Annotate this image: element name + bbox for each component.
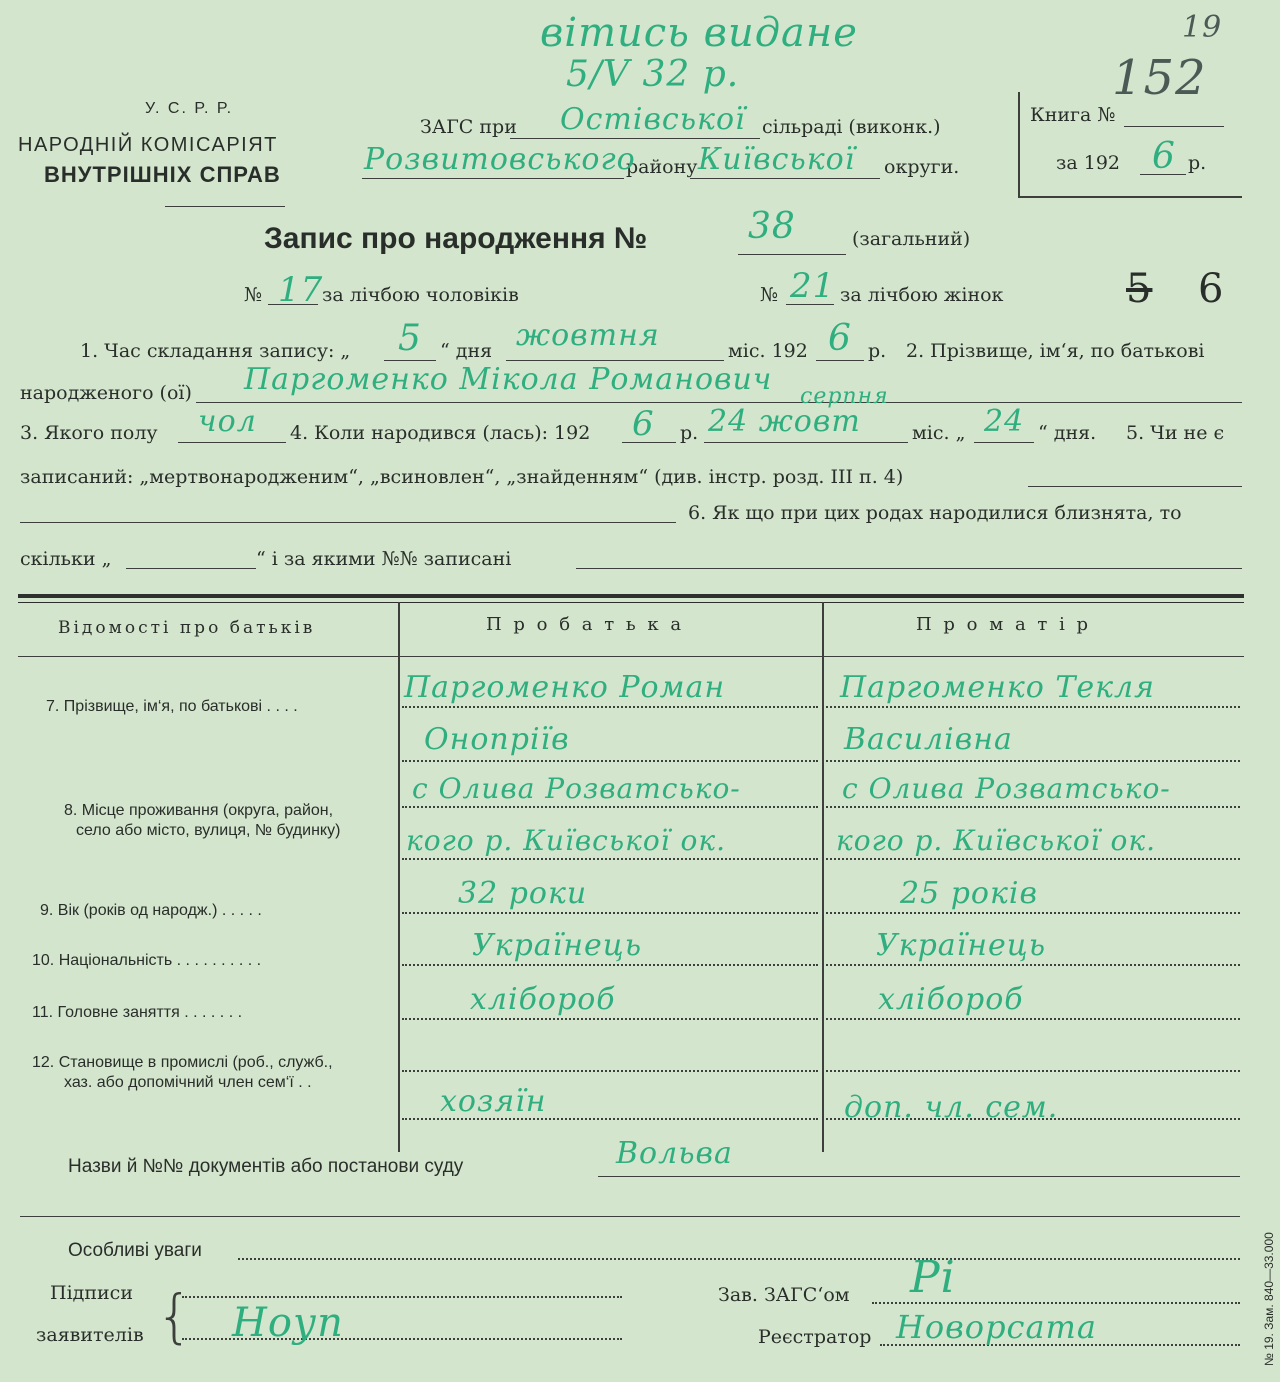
hw-zav-signature: Рі	[910, 1252, 956, 1303]
hw-mother-name1: Паргоменко Текля	[840, 670, 1156, 705]
table-col3-header: П р о м а т і р	[916, 614, 1092, 635]
row8-label-b: село або місто, вулиця, № будинку)	[76, 822, 341, 839]
hw-father-age: 32 роки	[458, 876, 588, 911]
notes-label: Особливі уваги	[68, 1240, 202, 1261]
field1-day-line	[384, 360, 436, 361]
field1-month-line	[506, 360, 724, 361]
field6-cont: скільки „	[20, 548, 112, 570]
mother-name-line1	[826, 706, 1240, 708]
no-men-label: за лічбою чоловіків	[322, 284, 519, 306]
okruga-label: округи.	[884, 156, 960, 178]
signature-brace: {	[156, 1282, 193, 1350]
hw-docs: Вольва	[616, 1136, 733, 1171]
hw-kniga-year: 6	[1152, 136, 1176, 177]
kniga-r-label: р.	[1188, 152, 1207, 174]
hw-mother-name2: Василівна	[844, 722, 1013, 757]
field3-label: 3. Якого полу	[20, 422, 158, 444]
hw-father-job: хлібороб	[470, 982, 616, 1017]
hw-child-name: Паргоменко Мікола Романович	[244, 362, 773, 397]
ussr-header: У. С. Р. Р.	[145, 100, 234, 117]
hw-top-number: 152	[1112, 50, 1207, 106]
row12-label-a: 12. Становище в промислі (роб., служб.,	[32, 1054, 333, 1071]
field6-label: 6. Як що при цих родах народилися близнята, то	[688, 502, 1182, 524]
table-header-rule	[18, 656, 1244, 657]
hw-top-number-small: 19	[1182, 10, 1223, 45]
father-place-line2	[402, 858, 818, 860]
hw-birth-year: 6	[632, 404, 655, 444]
notes-line	[238, 1258, 1240, 1260]
table-divider-2	[822, 602, 824, 1152]
no-women-label: за лічбою жінок	[840, 284, 1004, 306]
field5-cont: записаний: „мертвонародженим“, „всиновлен“, „знайденням“ (див. інстр. розд. III п. 4)	[20, 466, 904, 488]
table-col2-header: П р о б а т ь к а	[486, 614, 685, 635]
row9-label: 9. Вік (років од народж.) . . . . .	[40, 902, 262, 919]
table-divider-1	[398, 602, 400, 1152]
hw-f1-year: 6	[828, 318, 852, 359]
father-nat-line	[402, 964, 818, 966]
hw-mother-job: хлібороб	[878, 982, 1024, 1017]
hw-rayon: Розвитовського	[364, 142, 636, 177]
mother-place-line1	[826, 806, 1240, 808]
father-status-line1	[402, 1070, 818, 1072]
okruga-line	[690, 178, 880, 179]
registrar-label: Реєстратор	[758, 1326, 872, 1348]
hw-no-men: 17	[278, 270, 324, 310]
hw-margin-no: 6	[1198, 266, 1225, 312]
hw-father-name1: Паргоменко Роман	[404, 670, 726, 705]
hw-father-place2: кого р. Київської ок.	[406, 824, 727, 857]
rayon-label: району	[626, 156, 698, 178]
hw-margin-no-struck: 5	[1126, 266, 1153, 312]
row12-label-b: хаз. або допомічний член сем‘ї . .	[64, 1074, 312, 1091]
father-age-line	[402, 912, 818, 914]
hw-birth-day: 24	[984, 404, 1025, 439]
hw-father-nat: Українець	[472, 928, 643, 963]
hw-f1-day: 5	[398, 318, 422, 359]
hw-father-place1: с Олива Розватсько-	[412, 772, 741, 805]
hw-mother-place2: кого р. Київської ок.	[836, 824, 1157, 857]
mother-status-line1	[826, 1070, 1240, 1072]
field2-label: 2. Прізвище, ім‘я, по батькові	[906, 340, 1205, 362]
hw-top-note: вітись видане	[540, 10, 858, 56]
hw-sex: чол	[198, 404, 257, 439]
zav-label: Зав. ЗАГС‘ом	[718, 1284, 850, 1306]
child-name-line	[196, 402, 1242, 403]
row8-label-a: 8. Місце проживання (округа, район,	[64, 802, 334, 819]
hw-mother-nat: Українець	[876, 928, 1047, 963]
hw-silrada: Остівської	[560, 102, 746, 137]
form-title: Запис про народження №	[264, 222, 648, 255]
field1-dnya: “ дня	[440, 340, 493, 362]
applicant-sign-line1	[182, 1296, 622, 1298]
birth-day-line	[974, 442, 1034, 443]
record-no-line	[738, 254, 846, 255]
father-place-line1	[402, 806, 818, 808]
hw-mother-place1: с Олива Розватсько-	[842, 772, 1171, 805]
field5-line	[1028, 486, 1242, 487]
hw-birth-month-over: серпня	[800, 384, 889, 409]
field4-mis: міс. „	[912, 422, 966, 444]
docs-line	[598, 1176, 1240, 1177]
field1-r: р.	[868, 340, 887, 362]
kniga-line	[1124, 126, 1224, 127]
sex-line	[178, 442, 286, 443]
birth-month-line	[704, 442, 908, 443]
hw-no-women: 21	[790, 266, 836, 306]
field1-label: 1. Час складання запису: „	[80, 340, 351, 362]
field1-year-line	[816, 360, 864, 361]
mother-age-line	[826, 912, 1240, 914]
zagalnyi-label: (загальний)	[852, 228, 971, 250]
mother-nat-line	[826, 964, 1240, 966]
hw-applicant-signature: Ноуп	[232, 1300, 344, 1346]
hw-f1-month: жовтня	[516, 318, 660, 353]
field5-line2	[20, 522, 676, 523]
commissariat-line1: НАРОДНІЙ КОМІСАРІЯТ	[18, 134, 278, 156]
hw-mother-age: 25 років	[900, 876, 1038, 911]
mother-job-line	[826, 1018, 1240, 1020]
silrada-line	[510, 138, 760, 139]
row11-label: 11. Головне заняття . . . . . . .	[32, 1004, 243, 1021]
commissariat-line2: ВНУТРІШНІХ СПРАВ	[44, 162, 281, 187]
hw-record-no: 38	[748, 206, 796, 247]
table-top-rule2	[18, 602, 1244, 603]
field4-r: р.	[680, 422, 699, 444]
hw-registrar-signature: Новорсата	[896, 1308, 1097, 1346]
header-underline	[165, 206, 285, 207]
silrada-label: сільраді (виконк.)	[762, 116, 941, 138]
hw-father-status: хозяїн	[440, 1084, 547, 1119]
hw-top-date: 5/V 32 р.	[566, 54, 740, 95]
hw-father-name2: Онопріїв	[424, 722, 570, 757]
field4-label: 4. Коли народився (лась): 192	[290, 422, 591, 444]
hw-mother-status: доп. чл. сем.	[844, 1090, 1059, 1125]
row7-label: 7. Прізвище, ім‘я, по батькові . . . .	[46, 698, 298, 715]
mother-place-line2	[826, 858, 1240, 860]
twins-count-line	[126, 568, 256, 569]
row10-label: 10. Національність . . . . . . . . . .	[32, 952, 262, 969]
field4-dnya: “ дня.	[1038, 422, 1097, 444]
table-col1-header: Відомості про батьків	[58, 618, 316, 638]
field2-cont: народженого (ої)	[20, 382, 192, 404]
docs-label: Назви й №№ документів або постанови суду	[68, 1156, 464, 1177]
rayon-line	[362, 178, 624, 179]
docs-line2	[20, 1216, 1240, 1217]
sign-label1: Підписи	[50, 1282, 133, 1304]
zags-pry-label: ЗАГС при	[420, 116, 517, 138]
field1-mis: міс. 192	[728, 340, 808, 362]
table-top-rule	[18, 594, 1244, 598]
sign-label2: заявителів	[36, 1324, 144, 1346]
father-name-line1	[402, 706, 818, 708]
mother-name-line2	[826, 760, 1240, 762]
kniga-za-label: за 192	[1056, 152, 1120, 174]
side-print-code: № 19. Зам. 840—33.000	[1262, 1232, 1276, 1366]
no-men-prefix: №	[244, 284, 262, 306]
father-job-line	[402, 1018, 818, 1020]
kniga-label: Книга №	[1030, 104, 1116, 126]
no-women-prefix: №	[760, 284, 778, 306]
field5-label: 5. Чи не є	[1126, 422, 1225, 444]
twins-nos-line	[576, 568, 1242, 569]
field6-cont2: “ і за якими №№ записані	[256, 548, 512, 570]
hw-birth-month: 24 жовт	[708, 404, 861, 439]
father-name-line2	[402, 760, 818, 762]
hw-okruga: Київської	[698, 142, 856, 177]
